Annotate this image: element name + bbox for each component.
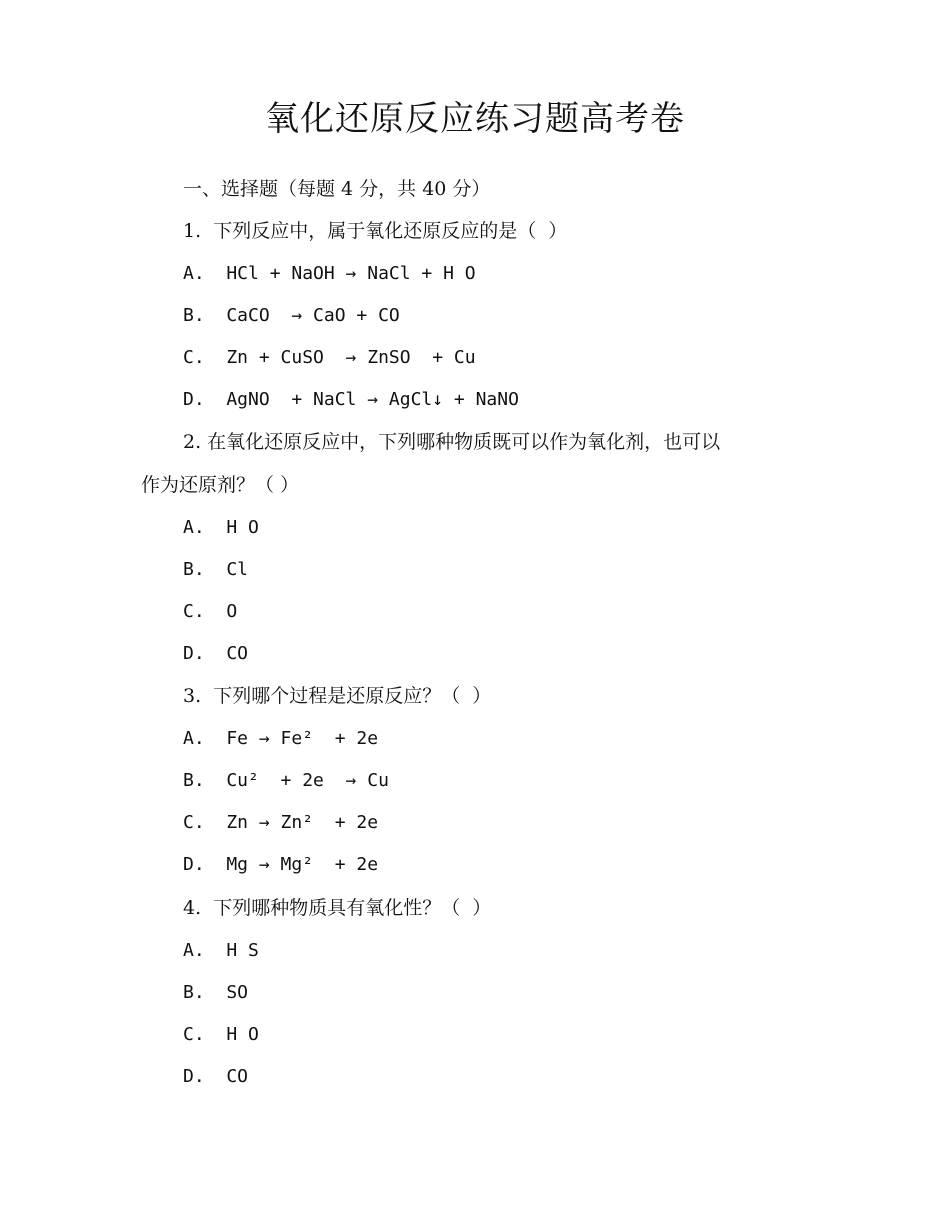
question-4-option-c: C. H O (183, 1024, 259, 1045)
question-2-stem-line-2: 作为还原剂？（ ） (141, 474, 300, 496)
question-3-option-c: C. Zn → Zn² + 2e (183, 812, 379, 833)
section-heading: 一、选择题（每题 4 分，共 40 分） (183, 178, 491, 200)
question-3-option-d: D. Mg → Mg² + 2e (183, 854, 379, 875)
question-2-option-b: B. Cl (183, 559, 249, 580)
question-4-option-d: D. CO (183, 1066, 249, 1087)
question-2-option-c: C. O (183, 601, 238, 622)
question-4-option-b: B. SO (183, 982, 249, 1003)
question-4-stem: 4. 下列哪种物质具有氧化性？（ ） (183, 897, 492, 919)
question-1-option-c: C. Zn + CuSO → ZnSO + Cu (183, 347, 476, 368)
question-3-option-b: B. Cu² + 2e → Cu (183, 770, 389, 791)
question-1-option-d: D. AgNO + NaCl → AgCl↓ + NaNO (183, 389, 519, 410)
question-1-stem: 1. 下列反应中，属于氧化还原反应的是（ ） (183, 220, 568, 242)
question-1-option-a: A. HCl + NaOH → NaCl + H O (183, 263, 476, 284)
question-3-option-a: A. Fe → Fe² + 2e (183, 728, 379, 749)
question-4-option-a: A. H S (183, 940, 259, 961)
question-2-option-d: D. CO (183, 643, 249, 664)
question-2-stem-line-1: 2. 在氧化还原反应中，下列哪种物质既可以作为氧化剂，也可以 (183, 431, 721, 453)
question-2-option-a: A. H O (183, 517, 259, 538)
question-1-option-b: B. CaCO → CaO + CO (183, 305, 400, 326)
question-3-stem: 3. 下列哪个过程是还原反应？（ ） (183, 685, 492, 707)
document-title: 氧化还原反应练习题高考卷 (265, 99, 685, 139)
